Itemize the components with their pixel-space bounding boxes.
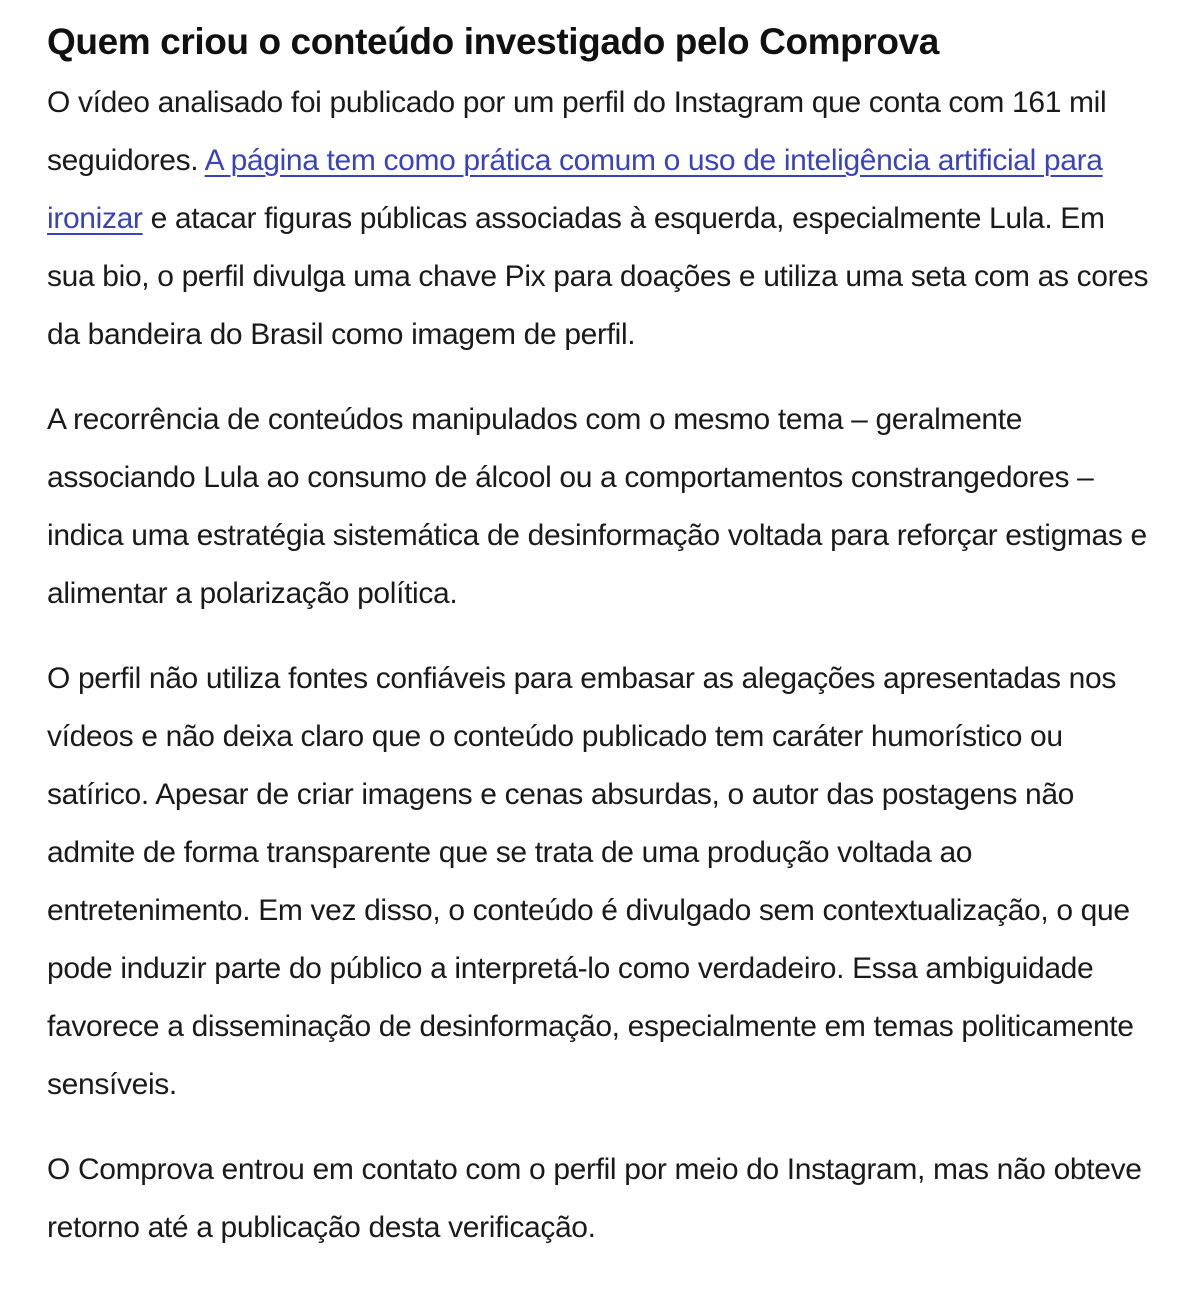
paragraph-contact: O Comprova entrou em contato com o perfil por meio do Instagram, mas não obteve retorno até a publicação desta verificação. (47, 1153, 1142, 1244)
ai-irony-article-link[interactable]: A página tem como prática comum o uso de inteligência artificial para ironizar (47, 144, 1103, 235)
paragraph-profile-description (47, 74, 1157, 364)
paragraph-recurrence: A recorrência de conteúdos manipulados com o mesmo tema – geralmente associando Lula ao consumo de álcool ou a comportamentos constrangedores – indica uma estratégia sistemática de desinformação voltada para reforçar estigmas e alimentar a polarização política. (47, 403, 1147, 610)
section-heading: Quem criou o conteúdo investigado pelo Comprova (47, 21, 939, 62)
paragraph-text: O vídeo analisado foi publicado por um perfil do Instagram que conta com 161 mil seguidores. (47, 86, 1107, 177)
paragraph-sources: O perfil não utiliza fontes confiáveis para embasar as alegações apresentadas nos vídeos e não deixa claro que o conteúdo publicado tem caráter humorístico ou satírico. Apesar de criar imagens e cenas absurdas, o autor das postagens não admite de forma transparente que se trata de uma produção voltada ao entretenimento. Em vez disso, o conteúdo é divulgado sem contextualização, o que pode induzir parte do público a interpretá-lo como verdadeiro. Essa ambiguidade favorece a disseminação de desinformação, especialmente em temas politicamente sensíveis. (47, 662, 1134, 1101)
paragraph-text: e atacar figuras públicas associadas à esquerda, especialmente Lula. Em sua bio, o perfil divulga uma chave Pix para doações e utiliza uma seta com as cores da bandeira do Brasil como imagem de perfil. (47, 202, 1149, 351)
article-section (47, 14, 1157, 1257)
